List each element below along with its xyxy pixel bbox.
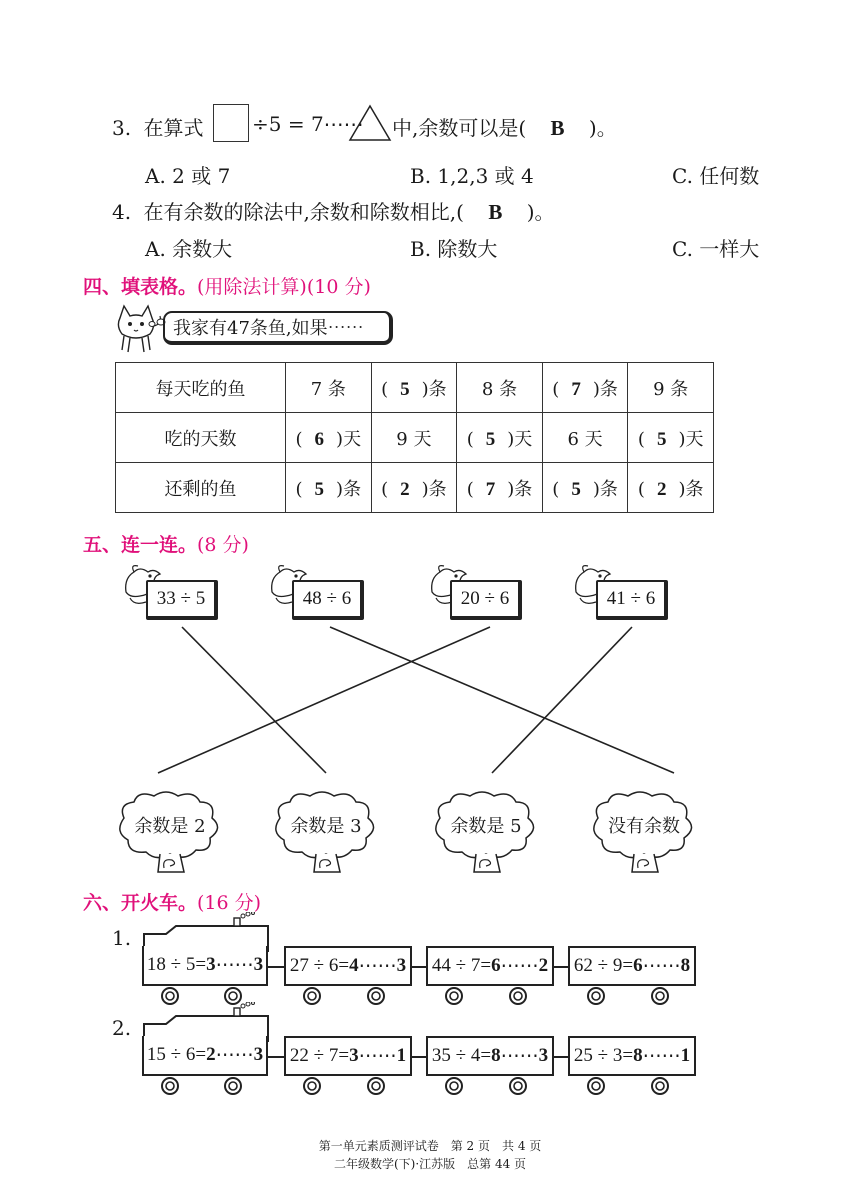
cell-prefix: (	[552, 478, 560, 500]
wheel-icon	[160, 1076, 180, 1096]
car-dots: ⋯⋯	[642, 1045, 681, 1067]
cell-prefix: 8 条	[481, 378, 518, 400]
train-car	[568, 946, 696, 986]
car-dots: ⋯⋯	[358, 1045, 397, 1067]
cell-answer: 6	[314, 428, 325, 450]
cell-prefix: (	[637, 478, 645, 500]
wheel-icon	[586, 1076, 606, 1096]
cell-prefix: 9 天	[396, 428, 432, 450]
wheel-icon	[302, 986, 322, 1006]
option-b: B. 除数大	[410, 237, 498, 261]
division-card[interactable]: 41 ÷ 6	[596, 580, 668, 620]
car-dots: ⋯⋯	[215, 954, 254, 976]
cell-prefix: (	[381, 478, 389, 500]
car-quotient: 8	[633, 1045, 643, 1066]
train-number: 2.	[112, 1016, 132, 1040]
cell-unit: )条	[592, 378, 618, 400]
train-engine	[142, 1036, 268, 1076]
cell-answer: 5	[485, 428, 496, 450]
wheel-icon	[650, 1076, 670, 1096]
footer-line-2: 二年级数学(下)·江苏版 总第 44 页	[333, 1157, 527, 1171]
division-card[interactable]: 48 ÷ 6	[292, 580, 364, 620]
car-coupler	[552, 966, 568, 968]
car-expression: 15 ÷ 6=	[146, 1044, 207, 1065]
cell-answer: 5	[656, 428, 667, 450]
footer-line-1: 第一单元素质测评试卷 第 2 页 共 4 页	[318, 1139, 542, 1153]
car-dots: ⋯⋯	[642, 955, 681, 977]
wheel-icon	[508, 986, 528, 1006]
cell-prefix: (	[295, 428, 303, 450]
option-b: B. 1,2,3 或 4	[410, 164, 534, 188]
car-dots: ⋯⋯	[500, 1045, 539, 1067]
cell-prefix: (	[552, 378, 560, 400]
car-quotient: 3	[206, 954, 216, 975]
cell-answer: 5	[400, 378, 410, 400]
cloud-label[interactable]: 没有余数	[608, 816, 680, 837]
cell-answer: 2	[400, 478, 410, 500]
cell-answer: 5	[314, 478, 325, 500]
question-prefix: 在算式	[143, 116, 204, 140]
question-number: 3.	[112, 116, 132, 140]
cell-unit: )条	[507, 478, 533, 500]
train-number: 1.	[112, 926, 132, 950]
connection-line	[182, 627, 326, 773]
train-car	[284, 946, 412, 986]
row-label: 还剩的鱼	[116, 463, 286, 513]
section-points: (8 分)	[197, 534, 249, 556]
wheel-icon	[223, 1076, 243, 1096]
cell-unit: )条	[592, 478, 618, 500]
car-expression: 27 ÷ 6=	[289, 955, 350, 976]
cell-prefix: (	[381, 378, 389, 400]
cell-answer: 7	[485, 478, 496, 500]
car-remainder: 2	[538, 955, 549, 976]
cloud-label[interactable]: 余数是 3	[290, 816, 362, 837]
option-a: A. 余数大	[145, 237, 233, 261]
car-coupler	[268, 1056, 284, 1058]
option-a: A. 2 或 7	[145, 164, 231, 188]
car-dots: ⋯⋯	[500, 955, 539, 977]
question-end: )。	[588, 116, 617, 140]
car-quotient: 8	[491, 1045, 501, 1066]
car-expression: 25 ÷ 3=	[573, 1045, 634, 1066]
connection-line	[492, 627, 632, 773]
wheel-icon	[650, 986, 670, 1006]
train-car	[284, 1036, 412, 1076]
question-3-middle: ÷5 = 7⋯⋯	[252, 112, 364, 136]
wheel-icon	[444, 1076, 464, 1096]
wheel-icon	[586, 986, 606, 1006]
answer: B	[550, 116, 565, 140]
question-text: 中,余数可以是(	[392, 116, 527, 140]
car-remainder: 3	[253, 954, 264, 975]
cell-prefix: (	[466, 478, 474, 500]
wheel-icon	[366, 986, 386, 1006]
car-remainder: 1	[396, 1045, 407, 1066]
row-label: 吃的天数	[116, 413, 286, 463]
option-c: C. 任何数	[672, 164, 760, 188]
question-text: 在有余数的除法中,余数和除数相比,(	[143, 200, 464, 224]
car-expression: 44 ÷ 7=	[431, 955, 492, 976]
section-heading: 六、开火车。	[83, 892, 198, 914]
question-number: 4.	[112, 200, 132, 224]
car-quotient: 2	[206, 1044, 216, 1065]
cell-prefix: (	[466, 428, 474, 450]
cell-prefix: 9 条	[653, 378, 689, 400]
car-dots: ⋯⋯	[358, 955, 397, 977]
cell-unit: )天	[336, 428, 362, 450]
division-card[interactable]: 33 ÷ 5	[146, 580, 218, 620]
train-engine	[142, 946, 268, 986]
option-c: C. 一样大	[672, 237, 760, 261]
cloud-label[interactable]: 余数是 5	[450, 816, 522, 837]
car-coupler	[268, 966, 284, 968]
car-quotient: 3	[349, 1045, 359, 1066]
section-points: (16 分)	[197, 892, 262, 914]
car-expression: 35 ÷ 4=	[431, 1045, 492, 1066]
car-remainder: 3	[538, 1045, 549, 1066]
wheel-icon	[444, 986, 464, 1006]
cell-prefix: 7 条	[310, 378, 346, 400]
cell-prefix: (	[637, 428, 645, 450]
connection-line	[330, 627, 674, 773]
cell-unit: )条	[678, 478, 704, 500]
cell-unit: )天	[678, 428, 704, 450]
cell-unit: )条	[336, 478, 362, 500]
car-quotient: 4	[349, 955, 359, 976]
cell-unit: )天	[507, 428, 533, 450]
train-car	[568, 1036, 696, 1076]
train-car	[426, 946, 554, 986]
speech-bubble: 我家有47条鱼,如果⋯⋯	[163, 311, 393, 345]
cloud-label[interactable]: 余数是 2	[134, 816, 206, 837]
cell-answer: 7	[571, 378, 581, 400]
cell-prefix: 6 天	[567, 428, 603, 450]
wheel-icon	[508, 1076, 528, 1096]
cell-unit: )条	[421, 478, 447, 500]
answer: B	[488, 200, 503, 224]
row-label: 每天吃的鱼	[116, 363, 286, 413]
car-coupler	[410, 1056, 426, 1058]
cell-prefix: (	[295, 478, 303, 500]
car-remainder: 1	[680, 1045, 691, 1066]
car-quotient: 6	[491, 955, 501, 976]
car-expression: 18 ÷ 5=	[146, 954, 207, 975]
cell-answer: 5	[571, 478, 581, 500]
cell-answer: 2	[656, 478, 667, 500]
section-heading: 四、填表格。	[83, 276, 198, 298]
wheel-icon	[366, 1076, 386, 1096]
car-expression: 62 ÷ 9=	[573, 955, 634, 976]
car-expression: 22 ÷ 7=	[289, 1045, 350, 1066]
wheel-icon	[302, 1076, 322, 1096]
car-coupler	[410, 966, 426, 968]
section-points: (用除法计算)(10 分)	[197, 276, 371, 298]
section-6-title	[83, 888, 261, 915]
connection-line	[158, 627, 490, 773]
car-remainder: 3	[253, 1044, 264, 1065]
car-dots: ⋯⋯	[215, 1044, 254, 1066]
train-car	[426, 1036, 554, 1076]
car-remainder: 3	[396, 955, 407, 976]
cell-unit: )条	[421, 378, 447, 400]
car-remainder: 8	[680, 955, 691, 976]
car-quotient: 6	[633, 955, 643, 976]
division-card[interactable]: 20 ÷ 6	[450, 580, 522, 620]
section-heading: 五、连一连。	[83, 534, 198, 556]
question-end: )。	[526, 200, 555, 224]
car-coupler	[552, 1056, 568, 1058]
